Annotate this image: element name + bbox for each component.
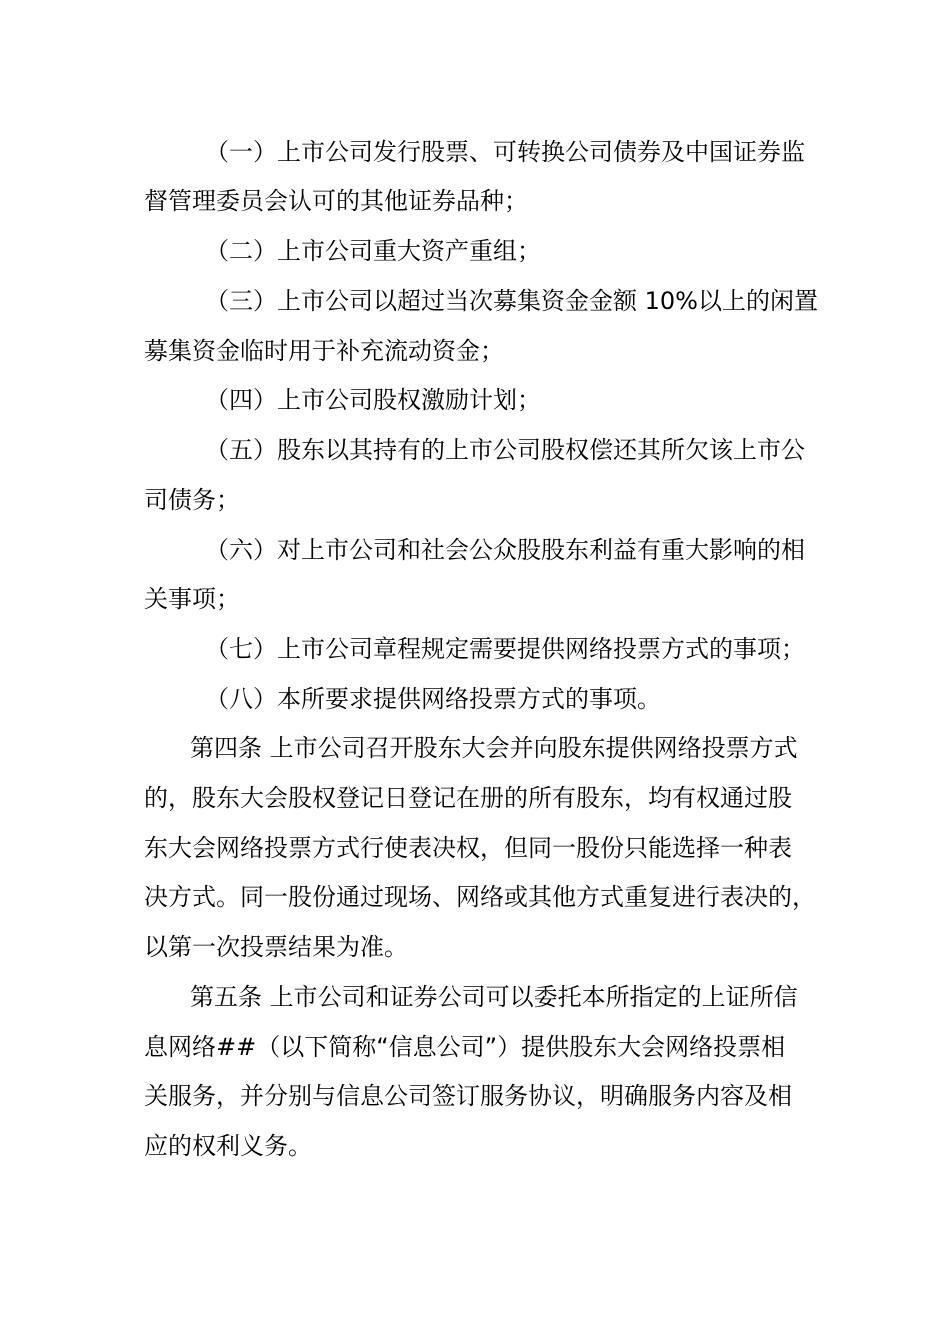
- paragraph-line: 关事项；: [144, 585, 240, 613]
- article-heading-line: 第五条 上市公司和证券公司可以委托本所指定的上证所信: [190, 983, 798, 1011]
- paragraph-line: （五）股东以其持有的上市公司股权偿还其所欠该上市公: [205, 436, 805, 464]
- paragraph-line: 募集资金临时用于补充流动资金；: [144, 337, 504, 365]
- paragraph-line: （七）上市公司章程规定需要提供网络投票方式的事项；: [205, 635, 805, 663]
- paragraph-line: （二）上市公司重大资产重组；: [205, 237, 541, 265]
- paragraph-line: 的，股东大会股权登记日登记在册的所有股东，均有权通过股: [144, 784, 792, 812]
- paragraph-line: （八）本所要求提供网络投票方式的事项。: [205, 685, 661, 713]
- paragraph-line: （六）对上市公司和社会公众股股东利益有重大影响的相: [205, 536, 805, 564]
- article-heading-line: 第四条 上市公司召开股东大会并向股东提供网络投票方式: [190, 734, 798, 762]
- paragraph-line: （四）上市公司股权激励计划；: [205, 386, 541, 414]
- paragraph-line: 督管理委员会认可的其他证券品种；: [144, 187, 528, 215]
- paragraph-line: 东大会网络投票方式行使表决权，但同一股份只能选择一种表: [144, 834, 792, 862]
- paragraph-line: 息网络##（以下简称“信息公司”）提供股东大会网络投票相: [144, 1033, 786, 1061]
- paragraph-line: 以第一次投票结果为准。: [144, 933, 408, 961]
- paragraph-line: （三）上市公司以超过当次募集资金金额 10%以上的闲置: [205, 287, 818, 315]
- paragraph-line: 关服务，并分别与信息公司签订服务协议，明确服务内容及相: [144, 1082, 792, 1110]
- paragraph-line: 司债务；: [144, 486, 240, 514]
- paragraph-line: 决方式。同一股份通过现场、网络或其他方式重复进行表决的，: [144, 883, 816, 911]
- paragraph-line: （一）上市公司发行股票、可转换公司债券及中国证券监: [205, 138, 805, 166]
- paragraph-line: 应的权利义务。: [144, 1132, 312, 1160]
